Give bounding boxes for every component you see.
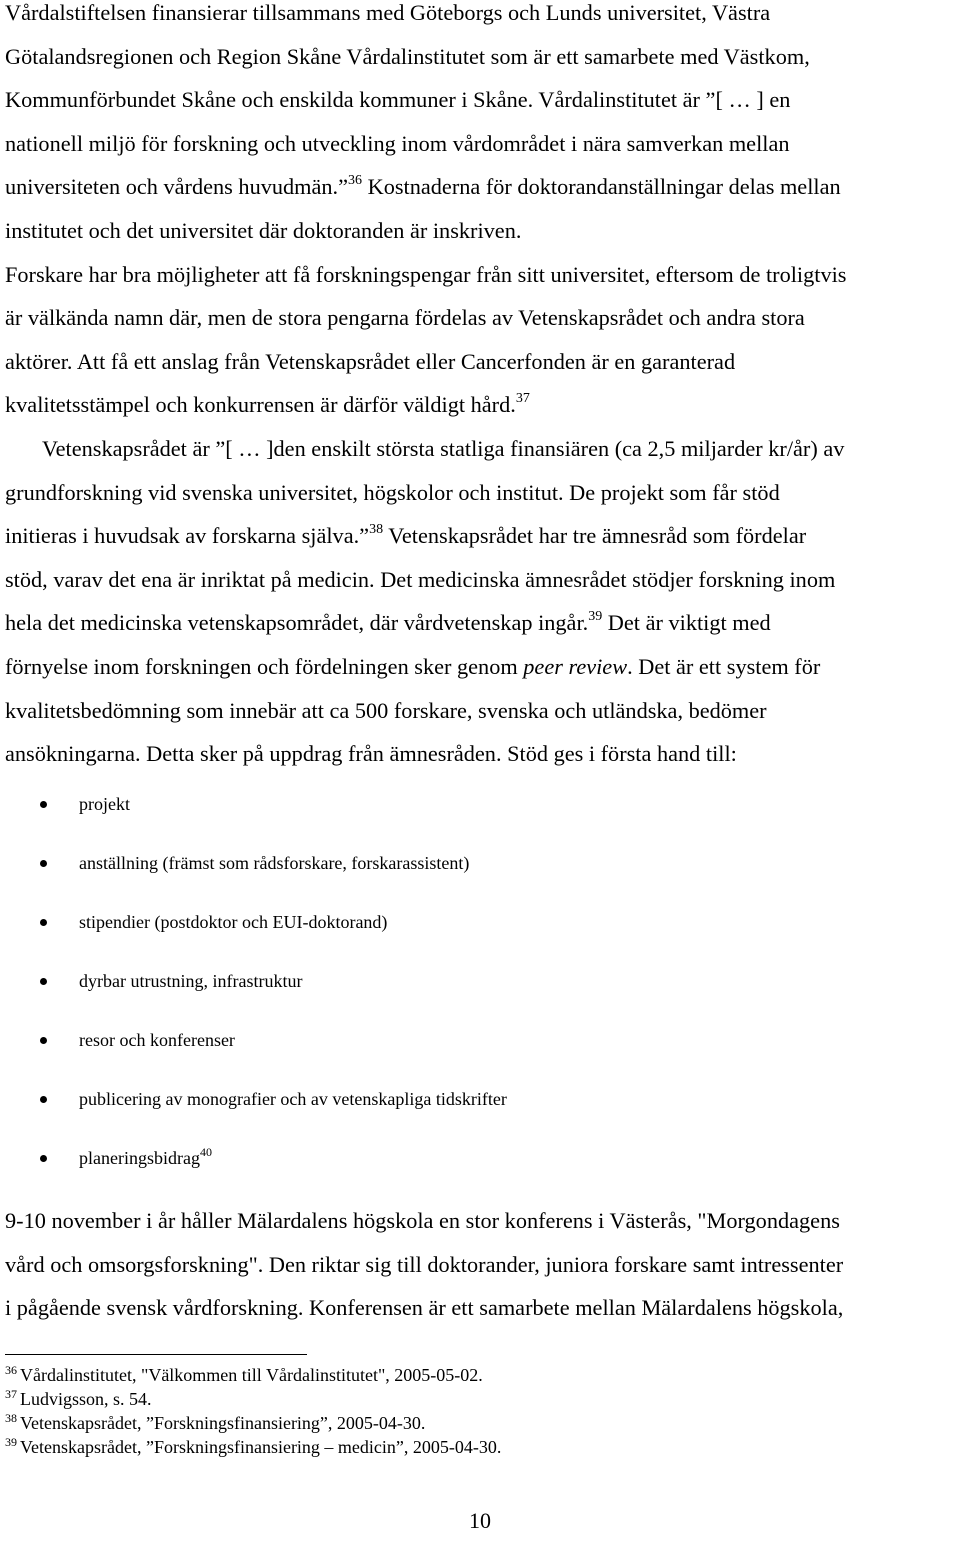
footnote-ref-37: 37 (515, 391, 530, 407)
text-line (5, 383, 960, 427)
bullet-icon (40, 1096, 47, 1103)
text-run: hela det medicinska vetenskapsområdet, där vårdvetenskap ingår. (5, 610, 589, 636)
bullet-icon (40, 1155, 47, 1162)
list-item (0, 1011, 960, 1070)
footnote-ref-39: 39 (588, 609, 603, 625)
bullet-icon (40, 801, 47, 808)
text-line: aktörer. Att få ett anslag från Vetenskapsrådet eller Cancerfonden är en garanterad (5, 348, 736, 374)
text-line: vård och omsorgsforskning". Den riktar sig till doktorander, juniora forskare samt intressenter (5, 1251, 844, 1277)
paragraph-konferens (5, 1199, 960, 1330)
paragraph-vardalstiftelsen (5, 0, 960, 427)
footnotes (5, 1363, 955, 1459)
text-line: ansökningarna. Detta sker på uppdrag från ämnesråden. Stöd ges i första hand till: (5, 741, 737, 767)
text-line: Kommunförbundet Skåne och enskilda kommuner i Skåne. Vårdalinstitutet är ”[ … ] en (5, 87, 791, 113)
bullet-icon (40, 978, 47, 985)
footnote-37 (5, 1387, 955, 1411)
text-line: nationell miljö för forskning och utveckling inom vårdområdet i nära samverkan mellan (5, 130, 790, 156)
footnote-text: Vetenskapsrådet, ”Forskningsfinansiering”, 2005-04-30. (20, 1413, 426, 1433)
list-item (0, 1070, 960, 1129)
text-run: Vetenskapsrådet har tre ämnesråd som fördelar (383, 523, 807, 549)
list-item-label: dyrbar utrustning, infrastruktur (79, 971, 303, 991)
list-item-label: stipendier (postdoktor och EUI-doktorand) (79, 912, 388, 932)
support-list (0, 775, 960, 1188)
footnote-divider (5, 1354, 307, 1355)
list-item-label: projekt (79, 794, 130, 814)
text-line (5, 165, 960, 209)
text-line: kvalitetsbedömning som innebär att ca 500 forskare, svenska och utländska, bedömer (5, 697, 767, 723)
footnote-text: Vetenskapsrådet, ”Forskningsfinansiering – medicin”, 2005-04-30. (20, 1437, 502, 1457)
text-run: Det är viktigt med (602, 610, 771, 636)
text-line (5, 514, 960, 558)
footnote-38 (5, 1411, 955, 1435)
list-item-label: resor och konferenser (79, 1030, 235, 1050)
text-line: Forskare har bra möjligheter att få forskningspengar från sitt universitet, eftersom de troligtvis (5, 261, 847, 287)
text-line: Vårdalstiftelsen finansierar tillsammans med Göteborgs och Lunds universitet, Västra (5, 0, 771, 25)
list-item (0, 775, 960, 834)
text-line: är välkända namn där, men de stora pengarna fördelas av Vetenskapsrådet och andra stora (5, 305, 805, 331)
paragraph-vetenskapsradet (5, 427, 960, 776)
bullet-icon (40, 1037, 47, 1044)
emphasis-peer-review: peer review (523, 653, 628, 679)
list-item-label: anställning (främst som rådsforskare, forskarassistent) (79, 853, 470, 873)
text-run: Kostnaderna för doktorandanställningar delas mellan (362, 174, 841, 200)
text-run: förnyelse inom forskningen och fördelningen sker genom (5, 653, 524, 679)
text-line: grundforskning vid svenska universitet, högskolor och institut. De projekt som får stöd (5, 479, 780, 505)
text-line: institutet och det universitet där doktoranden är inskriven. (5, 217, 522, 243)
text-run: universiteten och vårdens huvudmän.” (5, 174, 349, 200)
text-line (5, 601, 960, 645)
text-line: stöd, varav det ena är inriktat på medicin. Det medicinska ämnesrådet stödjer forskning inom (5, 566, 836, 592)
footnote-ref-38: 38 (369, 522, 384, 538)
list-item-label: publicering av monografier och av vetenskapliga tidskrifter (79, 1089, 507, 1109)
page-number: 10 (469, 1508, 491, 1533)
text-run: initieras i huvudsak av forskarna själva.” (5, 523, 370, 549)
footnote-ref-40: 40 (199, 1145, 212, 1159)
text-run: . Det är ett system för (627, 653, 821, 679)
footnote-number: 37 (5, 1387, 17, 1401)
list-item (0, 834, 960, 893)
footnote-number: 39 (5, 1435, 17, 1449)
list-item (0, 952, 960, 1011)
list-item (0, 1129, 960, 1188)
list-item (0, 893, 960, 952)
text-run: kvalitetsstämpel och konkurrensen är därför väldigt hård. (5, 392, 516, 418)
footnote-text: Vårdalinstitutet, "Välkommen till Vårdalinstitutet", 2005-05-02. (20, 1365, 483, 1385)
text-line: 9-10 november i år håller Mälardalens högskola en stor konferens i Västerås, "Morgondagens (5, 1208, 840, 1233)
text-line: Götalandsregionen och Region Skåne Vårdalinstitutet som är ett samarbete med Västkom, (5, 43, 810, 69)
footnote-text: Ludvigsson, s. 54. (20, 1389, 152, 1409)
footnote-36 (5, 1363, 955, 1387)
text-line: Vetenskapsrådet är ”[ … ]den enskilt största statliga finansiären (ca 2,5 miljarder kr/år) av (42, 436, 845, 461)
list-item-label: planeringsbidrag (79, 1148, 200, 1168)
footnote-ref-36: 36 (348, 173, 363, 189)
footnote-39 (5, 1435, 955, 1459)
footnote-number: 36 (5, 1363, 17, 1377)
text-line: i pågående svensk vårdforskning. Konferensen är ett samarbete mellan Mälardalens högskola, (5, 1295, 844, 1321)
bullet-icon (40, 860, 47, 867)
text-line (5, 645, 960, 689)
footnote-number: 38 (5, 1411, 17, 1425)
bullet-icon (40, 919, 47, 926)
